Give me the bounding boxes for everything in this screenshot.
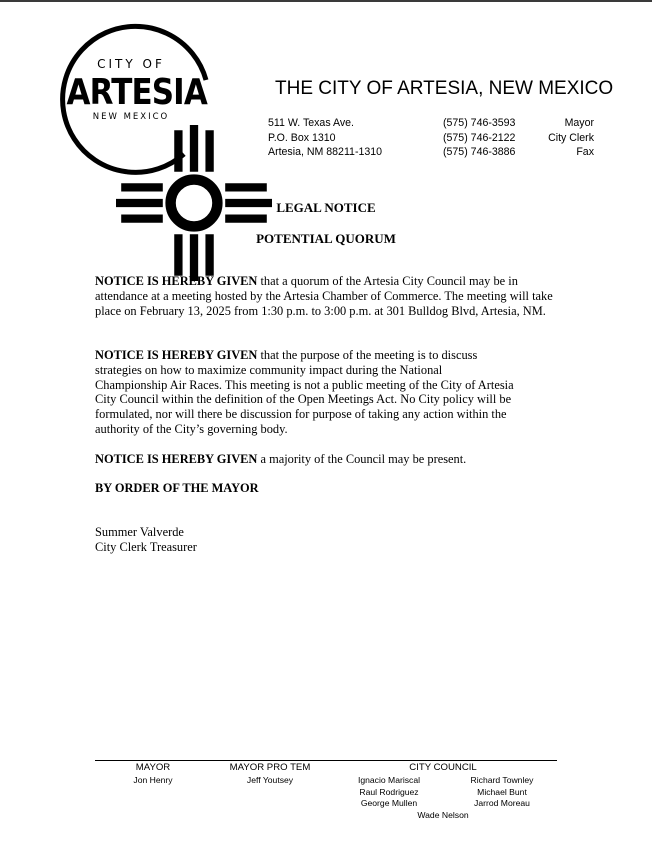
notice-lead: NOTICE IS HEREBY GIVEN: [95, 452, 258, 466]
phone-role: City Clerk: [548, 131, 594, 144]
footer-pro-tem-name: Jeff Youtsey: [246, 775, 294, 785]
footer-council-right: [452, 775, 552, 810]
logo-name: ARTESIA: [66, 72, 207, 113]
logo-state: NEW MEXICO: [92, 112, 170, 122]
notice-paragraph-2: [95, 348, 515, 437]
contact-phones: [443, 116, 515, 160]
top-border: [0, 0, 652, 2]
contact-roles: [548, 116, 594, 160]
phone-number: (575) 746-2122: [443, 131, 516, 144]
footer-rule: [95, 760, 557, 761]
contact-address: [268, 116, 382, 160]
notice-text: that a quorum of the Artesia City Council may be in attendance at a meeting hosted by the Artesia Chamber of Commerce. The meeting will take place on February 13, 2025 from 1:30 p.m. to 3:00 p.m. at 301 Bulldog Blvd, Artesia, NM.: [95, 274, 553, 318]
notice-lead: NOTICE IS HEREBY GIVEN: [95, 274, 258, 288]
footer-council-left: [339, 775, 439, 810]
notice-lead: NOTICE IS HEREBY GIVEN: [95, 348, 258, 362]
notice-paragraph-1: [95, 274, 557, 318]
notice-heading: LEGAL NOTICE: [276, 200, 376, 215]
council-member: Richard Townley: [470, 775, 534, 785]
signer-title: City Clerk Treasurer: [95, 540, 197, 554]
phone-role: Fax: [576, 146, 594, 158]
signature-block: [95, 525, 197, 555]
footer-mayor-name: Jon Henry: [133, 775, 173, 785]
notice-paragraph-3: [95, 452, 565, 467]
address-line: P.O. Box 1310: [268, 131, 336, 144]
council-member: Jarrod Moreau: [474, 798, 530, 808]
city-title: THE CITY OF ARTESIA, NEW MEXICO: [275, 78, 614, 99]
signer-name: Summer Valverde: [95, 525, 184, 539]
council-member: Ignacio Mariscal: [357, 775, 421, 785]
city-logo: [56, 22, 212, 178]
footer-council-label: CITY COUNCIL: [409, 762, 477, 773]
footer-mayor-label: MAYOR: [135, 762, 171, 773]
order-line: BY ORDER OF THE MAYOR: [95, 481, 259, 495]
council-member: Wade Nelson: [417, 810, 469, 820]
logo-city-of: CITY OF: [97, 57, 165, 71]
notice-subheading: POTENTIAL QUORUM: [256, 231, 396, 246]
council-member: George Mullen: [360, 798, 418, 808]
council-member: Raul Rodriguez: [359, 786, 419, 797]
phone-role: Mayor: [564, 117, 594, 129]
phone-number: (575) 746-3593: [443, 117, 516, 129]
council-member: Michael Bunt: [477, 786, 527, 797]
footer-pro-tem-label: MAYOR PRO TEM: [229, 762, 311, 773]
address-line: Artesia, NM 88211-1310: [268, 146, 383, 158]
address-line: 511 W. Texas Ave.: [268, 117, 354, 129]
notice-text: that the purpose of the meeting is to discuss strategies on how to maximize community impact during the National Championship Air Races. This meeting is not a public meeting of the City of Artesia City Council within the definition of the Open Meetings Act. No City policy will be formulated, nor will there be discussion for purpose of taking any action within the authority of the City’s governing body.: [95, 348, 514, 436]
notice-text: a majority of the Council may be present.: [257, 452, 467, 466]
phone-number: (575) 746-3886: [443, 146, 516, 158]
